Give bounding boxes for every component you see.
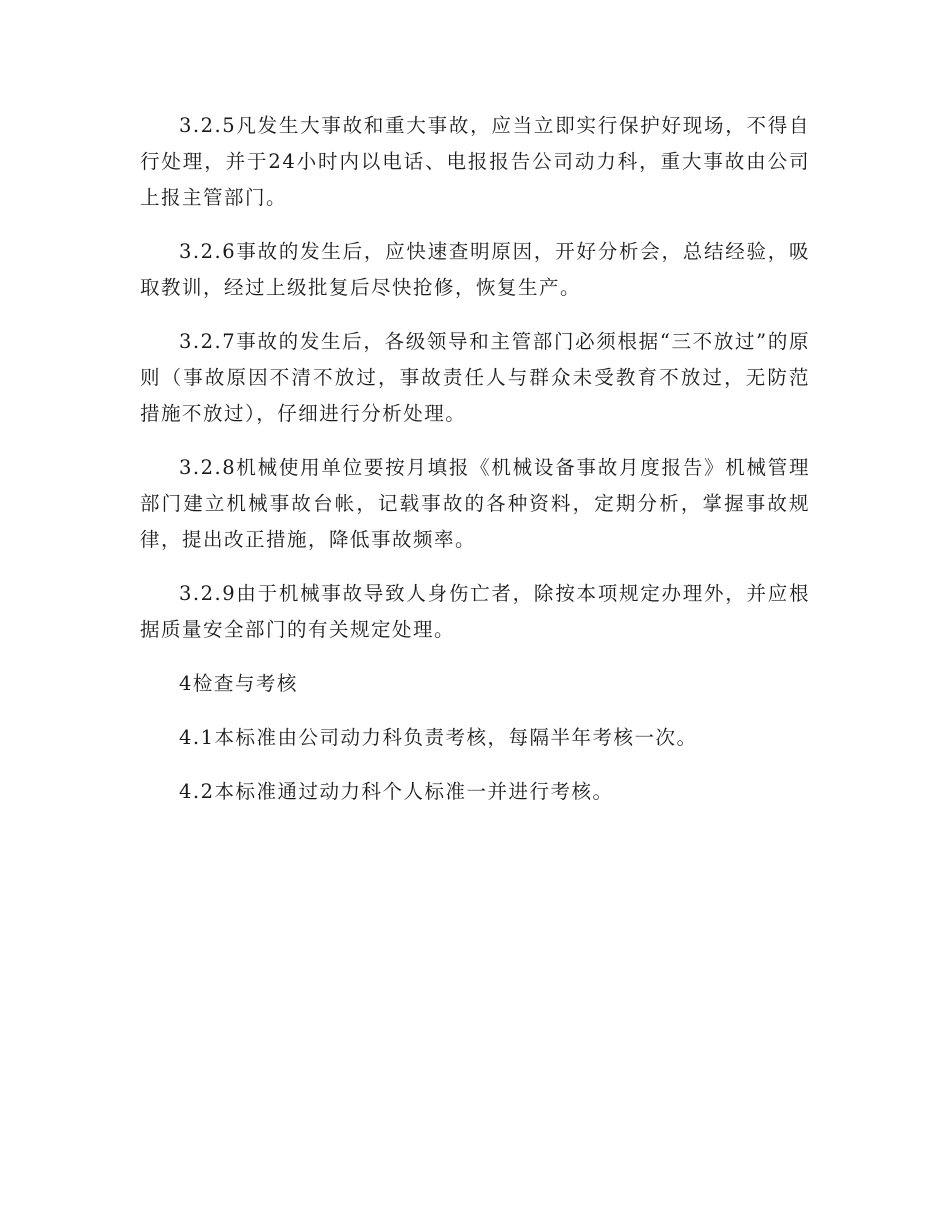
- paragraph-3-2-9: 3.2.9由于机械事故导致人身伤亡者，除按本项规定办理外，并应根据质量安全部门的有关规定处理。: [140, 582, 810, 641]
- paragraph-4-1: 4.1本标准由公司动力科负责考核，每隔半年考核一次。: [179, 726, 698, 749]
- section-heading-4: 4检查与考核: [179, 672, 298, 695]
- paragraph-3-2-7: 3.2.7事故的发生后，各级领导和主管部门必须根据“三不放过”的原则（事故原因不清不放过，事故责任人与群众未受教育不放过，无防范措施不放过），仔细进行分析处理。: [140, 330, 810, 425]
- paragraph-4-2: 4.2本标准通过动力科个人标准一并进行考核。: [179, 780, 614, 803]
- paragraph-3-2-6: 3.2.6事故的发生后，应快速查明原因，开好分析会，总结经验，吸取教训，经过上级批复后尽快抢修，恢复生产。: [140, 240, 810, 299]
- paragraph-3-2-5: 3.2.5凡发生大事故和重大事故，应当立即实行保护好现场，不得自行处理，并于24小时内以电话、电报报告公司动力科，重大事故由公司上报主管部门。: [140, 114, 810, 209]
- paragraph-3-2-8: 3.2.8机械使用单位要按月填报《机械设备事故月度报告》机械管理部门建立机械事故台帐，记载事故的各种资料，定期分析，掌握事故规律，提出改正措施，降低事故频率。: [140, 456, 810, 551]
